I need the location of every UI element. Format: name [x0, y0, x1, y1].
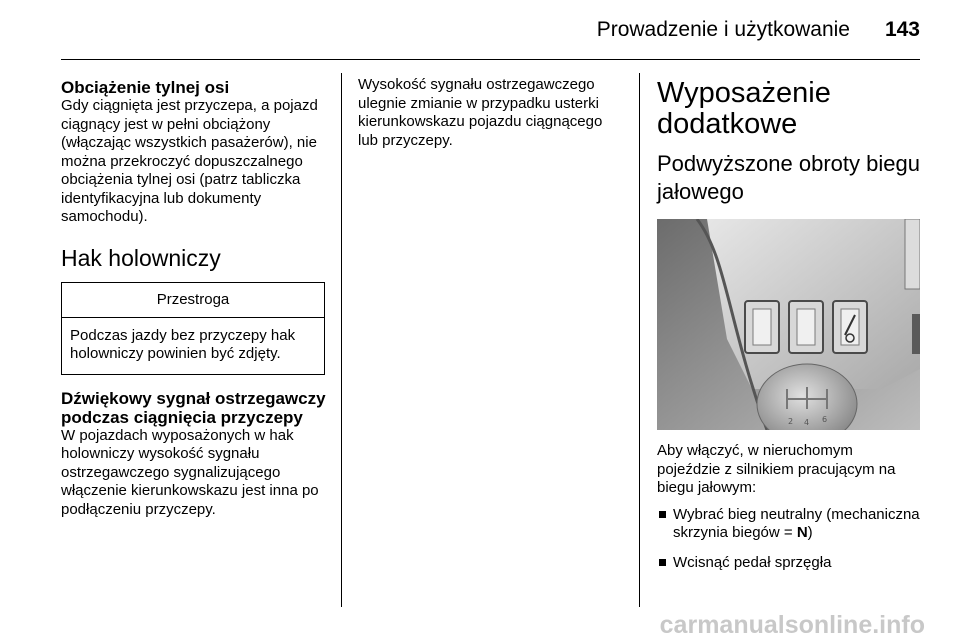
chapter-heading-extra-equipment: Wyposażenie dodatkowe — [657, 77, 831, 140]
paragraph-activate-intro: Aby włączyć, w nieruchomym pojeździe z silnikiem pracującym na biegu jałowym: — [657, 442, 896, 496]
bullet-square-icon — [659, 511, 666, 518]
list-item-text: Wybrać bieg neutralny (mechaniczna skrzynia biegów = — [673, 505, 920, 541]
column-3 — [657, 78, 920, 583]
list-item — [657, 554, 920, 573]
header-rule — [61, 59, 920, 60]
watermark: carmanualsonline.info — [659, 611, 925, 639]
gear-label-6: 6 — [822, 415, 828, 424]
paragraph-signal-change: Wysokość sygnału ostrzegawczego ulegnie zmianie w przypadku usterki kierunkowskazu pojazdu ciągnącego lub przyczepy. — [358, 76, 603, 149]
heading-trailer-warning-sound: Dźwiękowy sygnał ostrzegawczy podczas ciągnięcia przyczepy — [61, 388, 326, 427]
column-divider-1 — [341, 73, 342, 607]
dashboard-switch-photo — [657, 219, 920, 430]
list-item-text: Wcisnąć pedał sprzęgła — [673, 553, 832, 571]
list-item-suffix: ) — [807, 524, 813, 541]
column-divider-2 — [639, 73, 640, 607]
running-header-title: Prowadzenie i użytkowanie — [596, 18, 850, 41]
list-item — [657, 506, 920, 543]
heading-tow-hook: Hak holowniczy — [61, 244, 221, 271]
gear-label-4: 4 — [804, 418, 810, 427]
page-number: 143 — [884, 18, 920, 41]
list-item-bold-text: N — [796, 524, 808, 541]
gear-label-2: 2 — [788, 417, 794, 426]
warning-box — [61, 282, 325, 375]
heading-rear-axle-load: Obciążenie tylnej osi — [61, 78, 230, 97]
bullet-square-icon — [659, 559, 666, 566]
column-2 — [358, 76, 624, 150]
paragraph-rear-axle-load: Gdy ciągnięta jest przyczepa, a pojazd ciągnący jest w pełni obciążony (włączając wszystkich pasażerów), nie można przekroczyć dopuszczalnego obciążenia tylnej osi (patrz tabliczka identyfikacyjna lub dokumenty samochodu). — [61, 97, 318, 225]
warning-title: Przestroga — [62, 283, 324, 318]
warning-text: Podczas jazdy bez przyczepy hak holowniczy powinien być zdjęty. — [70, 326, 296, 362]
instruction-list — [657, 506, 920, 573]
heading-raised-idle: Podwyższone obroty biegu jałowego — [657, 151, 920, 204]
column-1 — [61, 78, 327, 519]
paragraph-trailer-warning-sound: W pojazdach wyposażonych w hak holowniczy wysokość sygnału ostrzegawczego sygnalizującego włączenie kierunkowskazu jest inna po podłączeniu przyczepy. — [61, 426, 319, 518]
dashboard-switch-illustration — [657, 219, 920, 430]
